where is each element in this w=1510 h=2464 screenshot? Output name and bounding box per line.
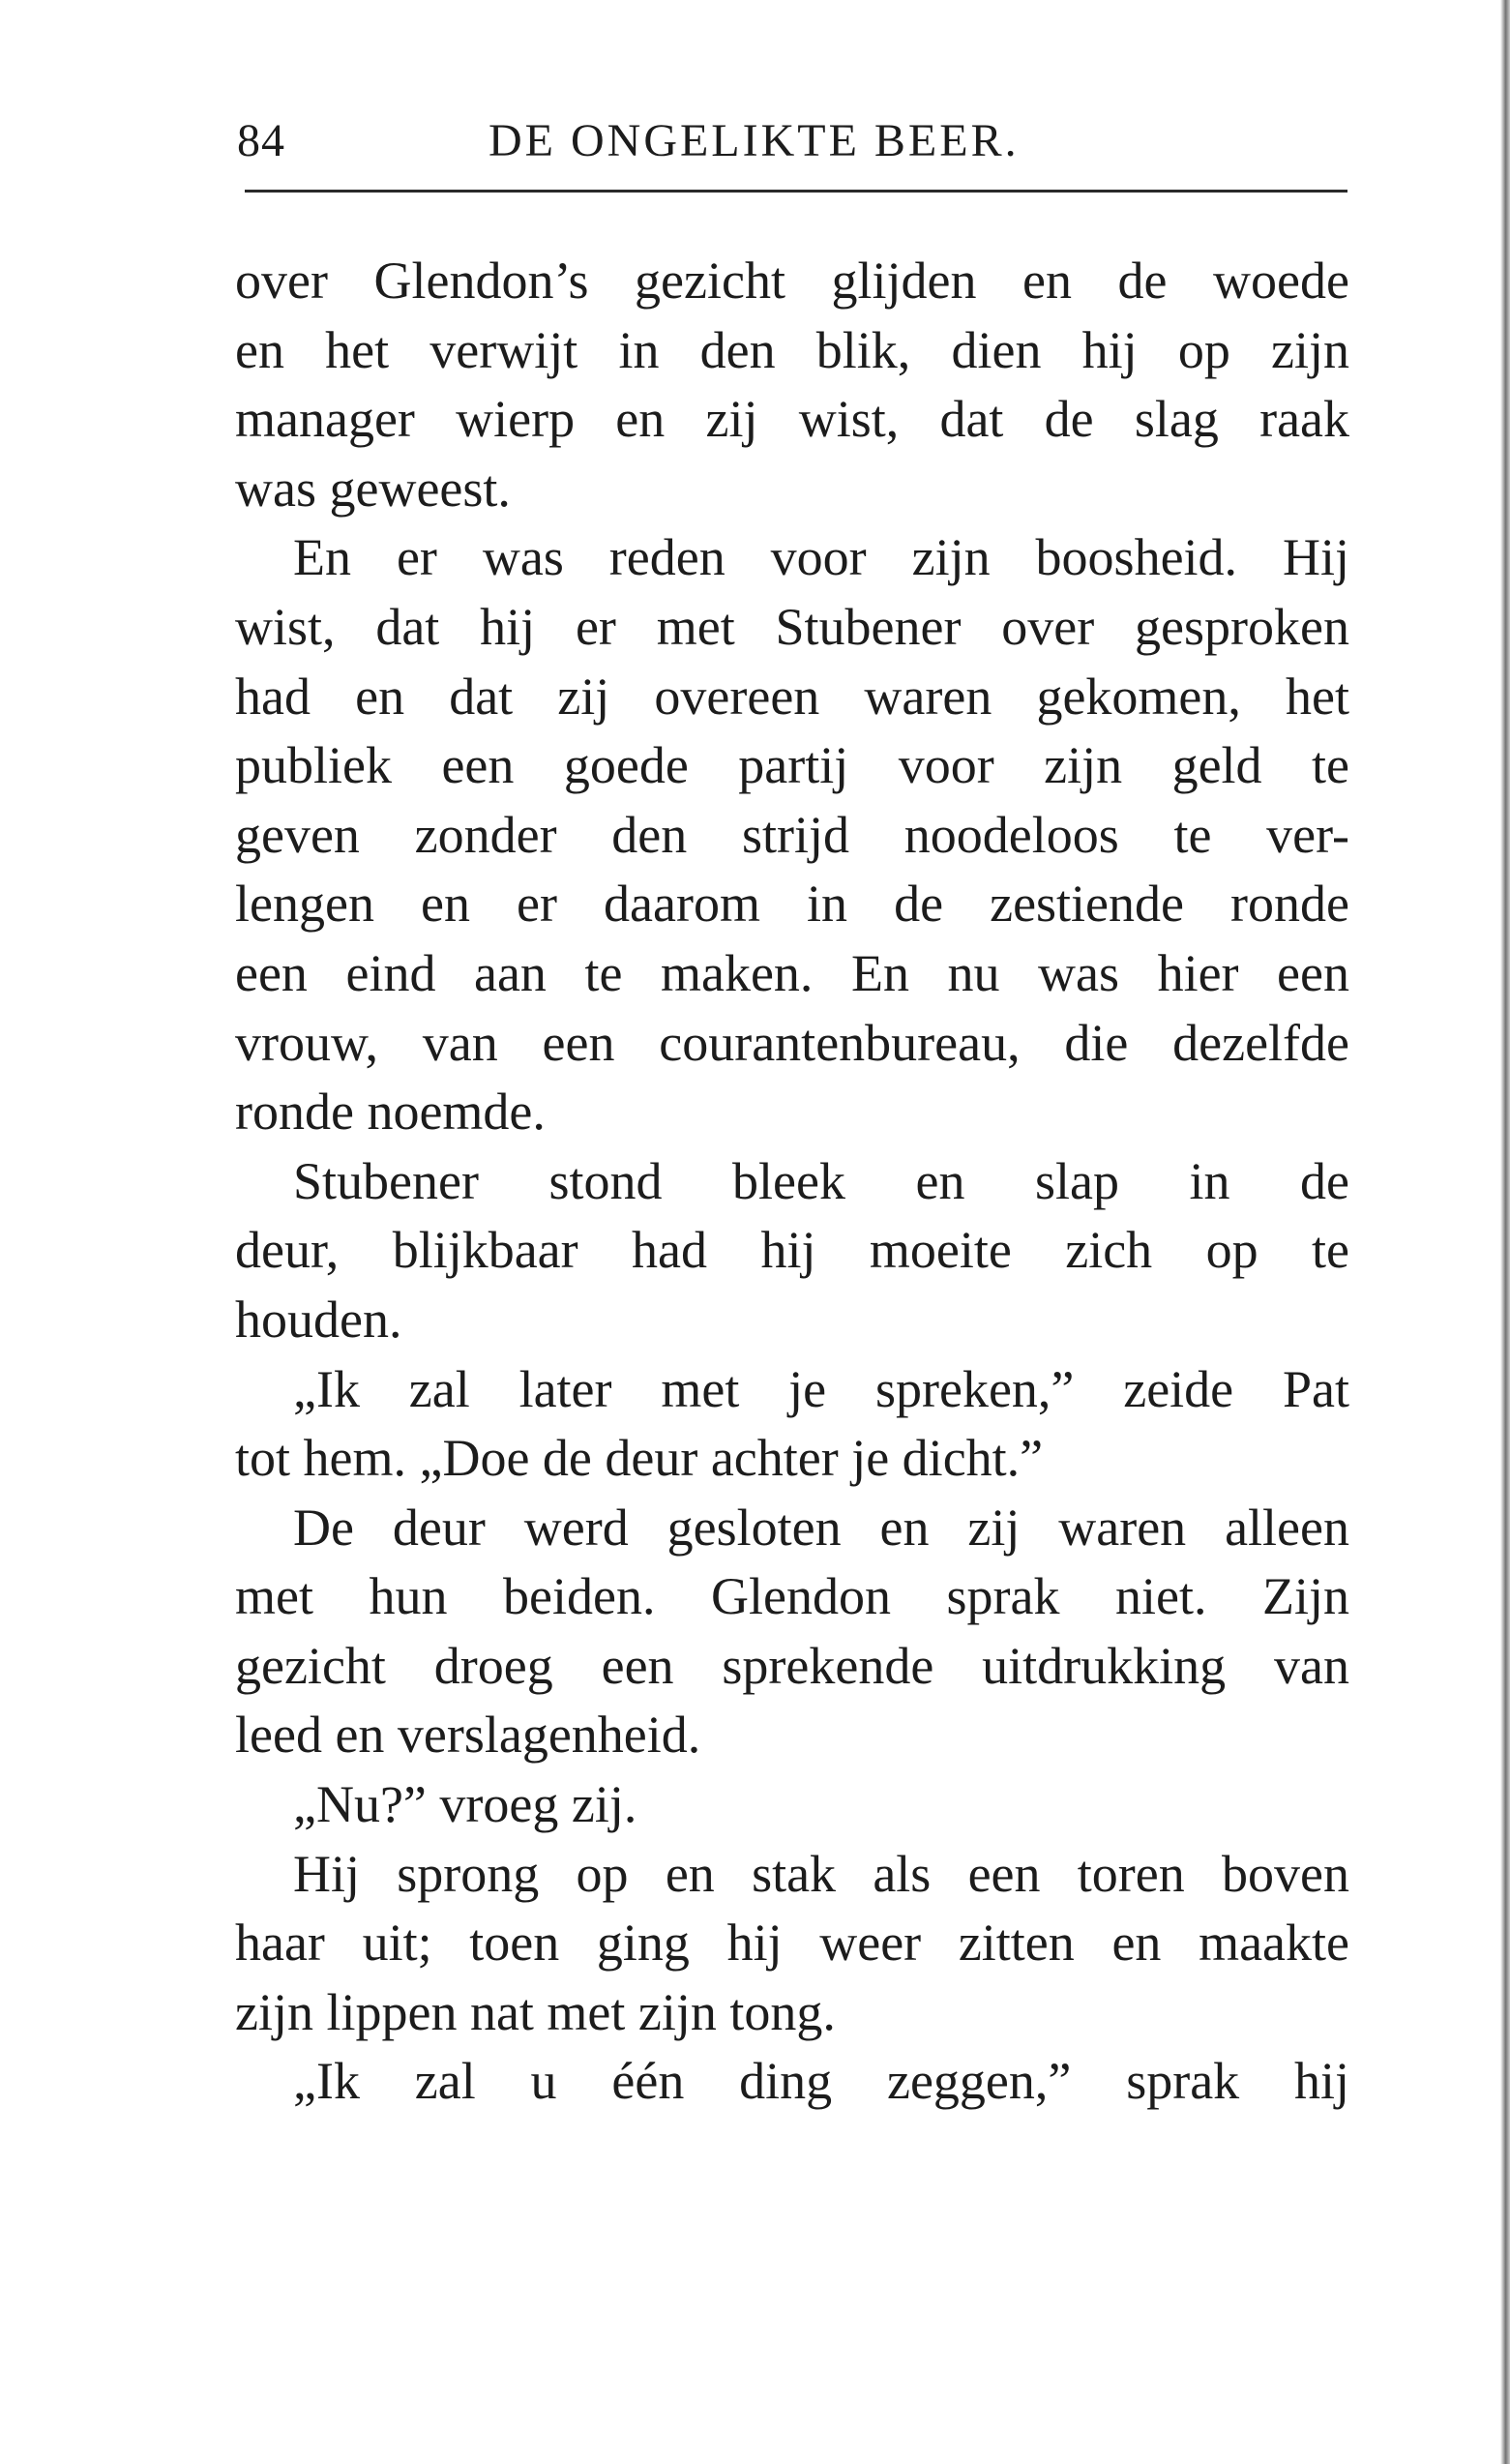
text-line: „Nu?” vroeg zij.: [293, 1775, 637, 1834]
text-line: ronde noemde.: [235, 1083, 546, 1142]
text-line: En er was reden voor zijn boosheid. Hij: [293, 528, 1349, 587]
text-line: een eind aan te maken. En nu was hier een: [235, 943, 1349, 1002]
page-edge-shadow: [1500, 0, 1510, 2464]
text-line: met hun beiden. Glendon sprak niet. Zijn: [235, 1567, 1349, 1626]
text-line: Stubener stond bleek en slap in de: [293, 1151, 1349, 1210]
text-line: Hij sprong op en stak als een toren boven: [293, 1844, 1349, 1903]
page-header: [237, 114, 1349, 172]
text-line: gezicht droeg een sprekende uitdrukking van: [235, 1636, 1349, 1695]
text-line: geven zonder den strijd noodeloos te ver-: [235, 805, 1349, 864]
text-line: De deur werd gesloten en zij waren alleen: [293, 1498, 1349, 1557]
text-line: tot hem. „Doe de deur achter je dicht.”: [235, 1429, 1044, 1488]
text-line: vrouw, van een courantenbureau, die dezelfde: [235, 1013, 1349, 1072]
text-line: en het verwijt in den blik, dien hij op zijn: [235, 320, 1349, 379]
running-title: DE ONGELIKTE BEER.: [489, 115, 1020, 166]
body-text: [235, 247, 1349, 2117]
text-line: leed en verslagenheid.: [235, 1706, 701, 1765]
header-rule: [245, 190, 1347, 193]
text-line: zijn lippen nat met zijn tong.: [235, 1982, 836, 2041]
text-line: „Ik zal u één ding zeggen,” sprak hij: [293, 2052, 1349, 2111]
text-line: had en dat zij overeen waren gekomen, het: [235, 667, 1349, 726]
text-line: over Glendon’s gezicht glijden en de woede: [235, 252, 1349, 310]
text-line: haar uit; toen ging hij weer zitten en maakte: [235, 1914, 1349, 1973]
text-line: lengen en er daarom in de zestiende ronde: [235, 875, 1349, 934]
text-line: houden.: [235, 1290, 402, 1349]
text-line: was geweest.: [235, 459, 511, 518]
text-line: manager wierp en zij wist, dat de slag raak: [235, 390, 1349, 449]
text-line: publiek een goede partij voor zijn geld te: [235, 736, 1349, 795]
text-line: „Ik zal later met je spreken,” zeide Pat: [293, 1359, 1349, 1418]
page-number: 84: [237, 115, 285, 166]
text-line: deur, blijkbaar had hij moeite zich op te: [235, 1221, 1349, 1280]
text-line: wist, dat hij er met Stubener over gesproken: [235, 597, 1349, 656]
